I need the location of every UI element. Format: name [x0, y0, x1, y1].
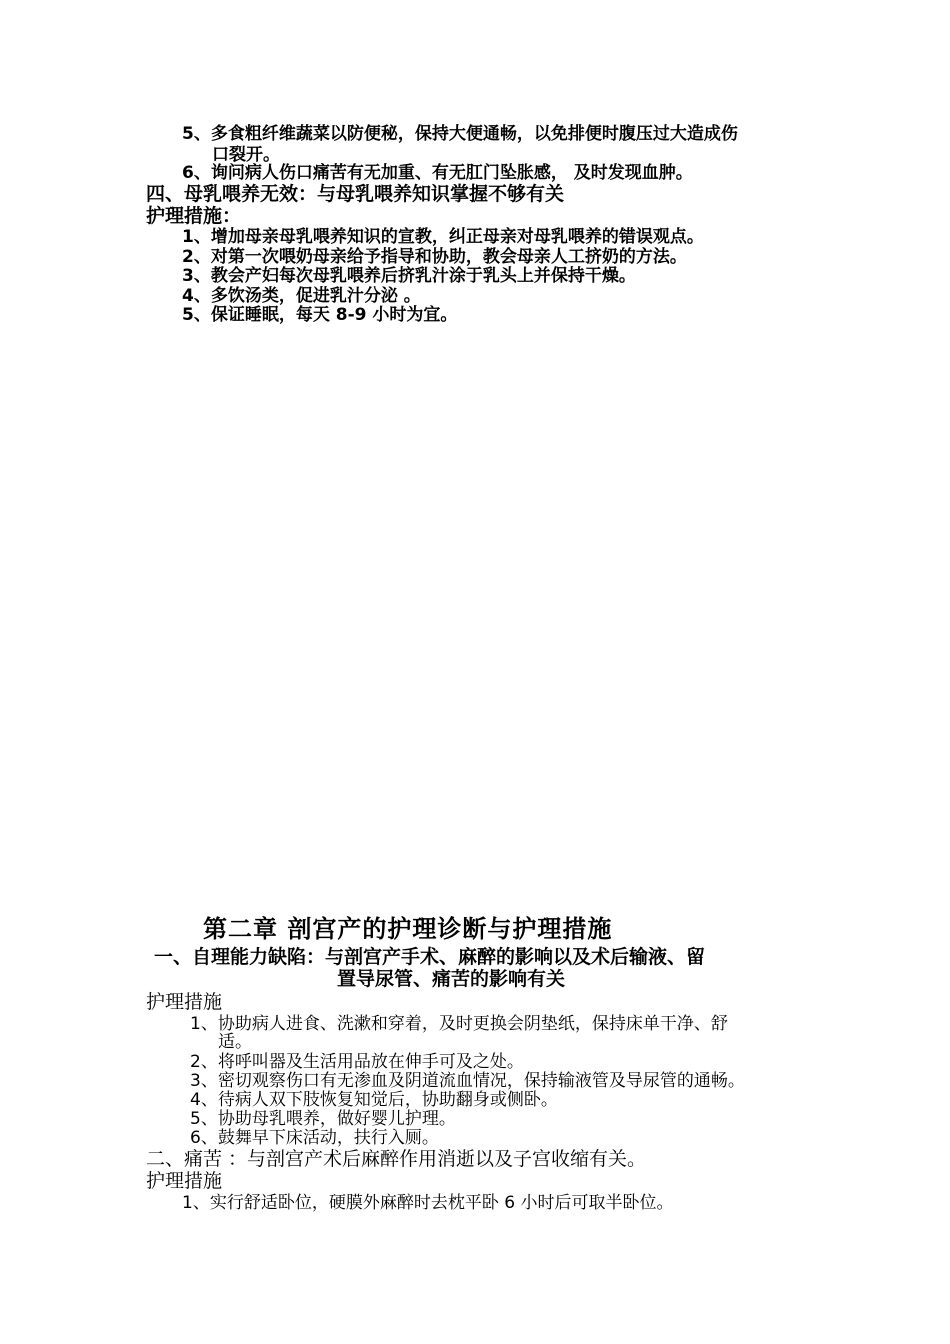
- diagnosis-heading: 二、痛苦 ：与剖宫产术后麻醉作用消逝以及子宫收缩有关。: [146, 1148, 647, 1170]
- list-item: 6、鼓舞早下床活动，扶行入厕。: [190, 1128, 439, 1148]
- diagnosis-heading-continuation: 置导尿管、痛苦的影响有关: [337, 968, 566, 990]
- list-item: 5、保证睡眠，每天 8-9 小时为宜。: [182, 305, 458, 325]
- list-item: 1、协助病人进食、洗漱和穿着，及时更换会阴垫纸，保持床单干净、舒: [190, 1014, 728, 1034]
- list-item-continuation: 适。: [218, 1032, 252, 1052]
- list-item: 6、询问病人伤口痛苦有无加重、有无肛门坠胀感， 及时发现血肿。: [182, 163, 693, 183]
- list-item: 2、将呼叫器及生活用品放在伸手可及之处。: [190, 1052, 524, 1072]
- list-item-continuation: 口裂开。: [212, 145, 280, 165]
- list-item: 5、多食粗纤维蔬菜以防便秘，保持大便通畅，以免排便时腹压过大造成伤: [182, 124, 738, 144]
- list-item: 2、对第一次喂奶母亲给予指导和协助，教会母亲人工挤奶的方法。: [182, 247, 687, 267]
- list-item: 1、增加母亲母乳喂养知识的宣教，纠正母亲对母乳喂养的错误观点。: [182, 227, 704, 247]
- list-item: 1、实行舒适卧位，硬膜外麻醉时去枕平卧 6 小时后可取半卧位。: [182, 1193, 674, 1213]
- measures-label: 护理措施: [146, 991, 223, 1013]
- list-item: 3、密切观察伤口有无渗血及阴道流血情况，保持输液管及导尿管的通畅。: [190, 1071, 745, 1091]
- list-item: 3、教会产妇每次母乳喂养后挤乳汁涂于乳头上并保持干燥。: [182, 266, 636, 286]
- section-heading: 四、母乳喂养无效：与母乳喂养知识掌握不够有关: [146, 183, 565, 205]
- list-item: 4、多饮汤类，促进乳汁分泌 。: [182, 286, 421, 306]
- diagnosis-heading: 一、自理能力缺陷：与剖宫产手术、麻醉的影响以及术后输液、留: [154, 946, 706, 968]
- measures-label: 护理措施: [146, 1170, 223, 1192]
- list-item: 4、待病人双下肢恢复知觉后，协助翻身或侧卧。: [190, 1090, 558, 1110]
- measures-label: 护理措施：: [146, 205, 242, 227]
- list-item: 5、协助母乳喂养，做好婴儿护理。: [190, 1109, 456, 1129]
- chapter-title: 第二章 剖宫产的护理诊断与护理措施: [203, 915, 613, 943]
